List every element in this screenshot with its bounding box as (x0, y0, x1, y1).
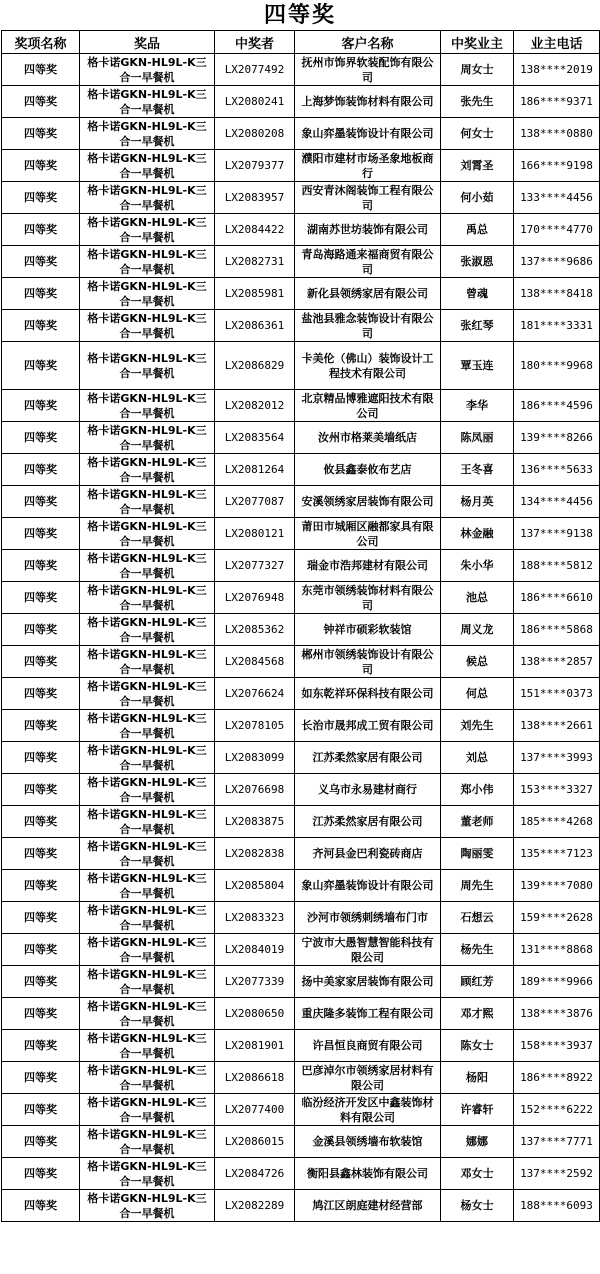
customer-name-cell: 临汾经济开发区中鑫装饰材料有限公司 (295, 1094, 441, 1126)
award-cell: 四等奖 (2, 742, 80, 774)
winner-id-cell: LX2081264 (215, 454, 295, 486)
owner-name-cell: 周女士 (441, 54, 514, 86)
award-cell: 四等奖 (2, 1126, 80, 1158)
prize-cell: 格卡诺GKN-HL9L-K三合一早餐机 (80, 278, 215, 310)
winner-id-cell: LX2086618 (215, 1062, 295, 1094)
award-cell: 四等奖 (2, 518, 80, 550)
prize-cell: 格卡诺GKN-HL9L-K三合一早餐机 (80, 390, 215, 422)
owner-phone-cell: 138****0880 (514, 118, 600, 150)
owner-name-cell: 陈女士 (441, 1030, 514, 1062)
table-row (2, 934, 600, 966)
table-row (2, 806, 600, 838)
owner-phone-cell: 189****9966 (514, 966, 600, 998)
table-row (2, 1126, 600, 1158)
prize-cell: 格卡诺GKN-HL9L-K三合一早餐机 (80, 710, 215, 742)
customer-name-cell: 衡阳县鑫林装饰有限公司 (295, 1158, 441, 1190)
table-row (2, 1062, 600, 1094)
winner-id-cell: LX2078105 (215, 710, 295, 742)
owner-name-cell: 张先生 (441, 86, 514, 118)
winner-id-cell: LX2080121 (215, 518, 295, 550)
winner-id-cell: LX2080241 (215, 86, 295, 118)
winner-id-cell: LX2076698 (215, 774, 295, 806)
award-cell: 四等奖 (2, 550, 80, 582)
owner-name-cell: 陶丽雯 (441, 838, 514, 870)
table-row (2, 1190, 600, 1222)
prize-cell: 格卡诺GKN-HL9L-K三合一早餐机 (80, 214, 215, 246)
owner-phone-cell: 186****9371 (514, 86, 600, 118)
table-row (2, 998, 600, 1030)
customer-name-cell: 重庆隆多装饰工程有限公司 (295, 998, 441, 1030)
owner-name-cell: 林金融 (441, 518, 514, 550)
customer-name-cell: 巴彦淖尔市领绣家居材料有限公司 (295, 1062, 441, 1094)
customer-name-cell: 沙河市领绣刺绣墙布门市 (295, 902, 441, 934)
prize-cell: 格卡诺GKN-HL9L-K三合一早餐机 (80, 966, 215, 998)
winner-id-cell: LX2077400 (215, 1094, 295, 1126)
prize-cell: 格卡诺GKN-HL9L-K三合一早餐机 (80, 422, 215, 454)
table-row (2, 646, 600, 678)
prize-cell: 格卡诺GKN-HL9L-K三合一早餐机 (80, 1126, 215, 1158)
customer-name-cell: 新化县领绣家居有限公司 (295, 278, 441, 310)
owner-phone-cell: 152****6222 (514, 1094, 600, 1126)
owner-name-cell: 杨阳 (441, 1062, 514, 1094)
owner-phone-cell: 138****2857 (514, 646, 600, 678)
customer-name-cell: 北京精品博雅遮阳技术有限公司 (295, 390, 441, 422)
owner-name-cell: 王冬喜 (441, 454, 514, 486)
award-cell: 四等奖 (2, 1158, 80, 1190)
owner-name-cell: 董老师 (441, 806, 514, 838)
customer-name-cell: 象山弈墨装饰设计有限公司 (295, 118, 441, 150)
table-row (2, 1158, 600, 1190)
customer-name-cell: 义乌市永易建材商行 (295, 774, 441, 806)
winner-id-cell: LX2085804 (215, 870, 295, 902)
table-row (2, 870, 600, 902)
prize-cell: 格卡诺GKN-HL9L-K三合一早餐机 (80, 838, 215, 870)
customer-name-cell: 瑞金市浩邦建材有限公司 (295, 550, 441, 582)
award-cell: 四等奖 (2, 150, 80, 182)
customer-name-cell: 汝州市格莱美墙纸店 (295, 422, 441, 454)
owner-name-cell: 娜娜 (441, 1126, 514, 1158)
owner-name-cell: 周义龙 (441, 614, 514, 646)
owner-name-cell: 张红琴 (441, 310, 514, 342)
award-cell: 四等奖 (2, 1030, 80, 1062)
table-header-row (2, 31, 600, 54)
owner-phone-cell: 186****5868 (514, 614, 600, 646)
owner-name-cell: 何女士 (441, 118, 514, 150)
winner-id-cell: LX2085362 (215, 614, 295, 646)
owner-phone-cell: 131****8868 (514, 934, 600, 966)
award-cell: 四等奖 (2, 278, 80, 310)
owner-phone-cell: 185****4268 (514, 806, 600, 838)
prize-cell: 格卡诺GKN-HL9L-K三合一早餐机 (80, 150, 215, 182)
winner-id-cell: LX2084019 (215, 934, 295, 966)
owner-name-cell: 周先生 (441, 870, 514, 902)
award-cell: 四等奖 (2, 54, 80, 86)
customer-name-cell: 东莞市领绣装饰材料有限公司 (295, 582, 441, 614)
owner-phone-cell: 139****8266 (514, 422, 600, 454)
customer-name-cell: 江苏柔然家居有限公司 (295, 742, 441, 774)
prize-cell: 格卡诺GKN-HL9L-K三合一早餐机 (80, 454, 215, 486)
winner-id-cell: LX2086361 (215, 310, 295, 342)
prize-cell: 格卡诺GKN-HL9L-K三合一早餐机 (80, 310, 215, 342)
owner-name-cell: 邓才熙 (441, 998, 514, 1030)
owner-phone-cell: 137****7771 (514, 1126, 600, 1158)
prize-cell: 格卡诺GKN-HL9L-K三合一早餐机 (80, 582, 215, 614)
header-customer: 客户名称 (295, 31, 441, 54)
table-row (2, 742, 600, 774)
owner-phone-cell: 151****0373 (514, 678, 600, 710)
customer-name-cell: 宁波市大愚智慧智能科技有限公司 (295, 934, 441, 966)
owner-phone-cell: 138****8418 (514, 278, 600, 310)
owner-phone-cell: 188****5812 (514, 550, 600, 582)
owner-phone-cell: 181****3331 (514, 310, 600, 342)
customer-name-cell: 西安青沐阁装饰工程有限公司 (295, 182, 441, 214)
owner-name-cell: 杨先生 (441, 934, 514, 966)
customer-name-cell: 攸县鑫泰攸布艺店 (295, 454, 441, 486)
owner-name-cell: 刘霄圣 (441, 150, 514, 182)
customer-name-cell: 安溪领绣家居装饰有限公司 (295, 486, 441, 518)
customer-name-cell: 上海梦饰装饰材料有限公司 (295, 86, 441, 118)
prize-cell: 格卡诺GKN-HL9L-K三合一早餐机 (80, 342, 215, 390)
owner-phone-cell: 136****5633 (514, 454, 600, 486)
owner-phone-cell: 133****4456 (514, 182, 600, 214)
owner-phone-cell: 170****4770 (514, 214, 600, 246)
award-cell: 四等奖 (2, 998, 80, 1030)
customer-name-cell: 盐池县雅念装饰设计有限公司 (295, 310, 441, 342)
winner-id-cell: LX2076624 (215, 678, 295, 710)
award-cell: 四等奖 (2, 214, 80, 246)
owner-name-cell: 何小茹 (441, 182, 514, 214)
table-row (2, 1094, 600, 1126)
owner-phone-cell: 153****3327 (514, 774, 600, 806)
winner-id-cell: LX2077339 (215, 966, 295, 998)
winner-id-cell: LX2079377 (215, 150, 295, 182)
table-row (2, 118, 600, 150)
table-row (2, 710, 600, 742)
owner-name-cell: 杨月英 (441, 486, 514, 518)
award-cell: 四等奖 (2, 1190, 80, 1222)
prize-cell: 格卡诺GKN-HL9L-K三合一早餐机 (80, 998, 215, 1030)
table-row (2, 454, 600, 486)
owner-name-cell: 郑小伟 (441, 774, 514, 806)
prize-cell: 格卡诺GKN-HL9L-K三合一早餐机 (80, 678, 215, 710)
owner-name-cell: 顾红芳 (441, 966, 514, 998)
prize-cell: 格卡诺GKN-HL9L-K三合一早餐机 (80, 86, 215, 118)
owner-phone-cell: 186****8922 (514, 1062, 600, 1094)
prize-cell: 格卡诺GKN-HL9L-K三合一早餐机 (80, 806, 215, 838)
owner-name-cell: 候总 (441, 646, 514, 678)
winner-id-cell: LX2086015 (215, 1126, 295, 1158)
award-cell: 四等奖 (2, 774, 80, 806)
customer-name-cell: 齐河县金巴利瓷砖商店 (295, 838, 441, 870)
table-row (2, 550, 600, 582)
winner-id-cell: LX2083323 (215, 902, 295, 934)
owner-phone-cell: 137****3993 (514, 742, 600, 774)
award-cell: 四等奖 (2, 246, 80, 278)
owner-phone-cell: 180****9968 (514, 342, 600, 390)
owner-phone-cell: 137****9686 (514, 246, 600, 278)
customer-name-cell: 濮阳市建材市场圣象地板商行 (295, 150, 441, 182)
winner-id-cell: LX2084726 (215, 1158, 295, 1190)
owner-phone-cell: 188****6093 (514, 1190, 600, 1222)
prize-cell: 格卡诺GKN-HL9L-K三合一早餐机 (80, 550, 215, 582)
prize-cell: 格卡诺GKN-HL9L-K三合一早餐机 (80, 1158, 215, 1190)
award-cell: 四等奖 (2, 678, 80, 710)
owner-phone-cell: 137****9138 (514, 518, 600, 550)
award-cell: 四等奖 (2, 870, 80, 902)
winner-id-cell: LX2076948 (215, 582, 295, 614)
prize-cell: 格卡诺GKN-HL9L-K三合一早餐机 (80, 902, 215, 934)
winner-id-cell: LX2077492 (215, 54, 295, 86)
customer-name-cell: 郴州市领绣装饰设计有限公司 (295, 646, 441, 678)
prize-cell: 格卡诺GKN-HL9L-K三合一早餐机 (80, 118, 215, 150)
owner-name-cell: 许睿轩 (441, 1094, 514, 1126)
table-row (2, 678, 600, 710)
award-cell: 四等奖 (2, 486, 80, 518)
prize-cell: 格卡诺GKN-HL9L-K三合一早餐机 (80, 1094, 215, 1126)
award-cell: 四等奖 (2, 1094, 80, 1126)
owner-phone-cell: 138****2019 (514, 54, 600, 86)
award-cell: 四等奖 (2, 582, 80, 614)
header-owner: 中奖业主 (441, 31, 514, 54)
header-prize: 奖品 (80, 31, 215, 54)
table-row (2, 422, 600, 454)
customer-name-cell: 金溪县领绣墙布软装馆 (295, 1126, 441, 1158)
award-cell: 四等奖 (2, 614, 80, 646)
winner-id-cell: LX2080208 (215, 118, 295, 150)
winner-id-cell: LX2082289 (215, 1190, 295, 1222)
winner-id-cell: LX2083099 (215, 742, 295, 774)
page-title: 四等奖 (263, 2, 336, 28)
prize-cell: 格卡诺GKN-HL9L-K三合一早餐机 (80, 1190, 215, 1222)
owner-phone-cell: 158****3937 (514, 1030, 600, 1062)
table-row (2, 614, 600, 646)
customer-name-cell: 鸠江区朗庭建材经营部 (295, 1190, 441, 1222)
table-row (2, 774, 600, 806)
customer-name-cell: 莆田市城厢区融都家具有限公司 (295, 518, 441, 550)
prize-cell: 格卡诺GKN-HL9L-K三合一早餐机 (80, 614, 215, 646)
winner-id-cell: LX2077327 (215, 550, 295, 582)
table-row (2, 518, 600, 550)
owner-name-cell: 池总 (441, 582, 514, 614)
award-cell: 四等奖 (2, 118, 80, 150)
award-cell: 四等奖 (2, 310, 80, 342)
table-row (2, 966, 600, 998)
award-cell: 四等奖 (2, 342, 80, 390)
owner-name-cell: 邓女士 (441, 1158, 514, 1190)
customer-name-cell: 湖南苏世坊装饰有限公司 (295, 214, 441, 246)
winner-id-cell: LX2084568 (215, 646, 295, 678)
award-cell: 四等奖 (2, 182, 80, 214)
owner-name-cell: 朱小华 (441, 550, 514, 582)
header-phone: 业主电话 (514, 31, 600, 54)
owner-name-cell: 禹总 (441, 214, 514, 246)
award-cell: 四等奖 (2, 966, 80, 998)
customer-name-cell: 长治市晟邦成工贸有限公司 (295, 710, 441, 742)
prize-cell: 格卡诺GKN-HL9L-K三合一早餐机 (80, 1030, 215, 1062)
prize-cell: 格卡诺GKN-HL9L-K三合一早餐机 (80, 1062, 215, 1094)
winner-id-cell: LX2083564 (215, 422, 295, 454)
table-row (2, 182, 600, 214)
customer-name-cell: 象山弈墨装饰设计有限公司 (295, 870, 441, 902)
owner-name-cell: 杨女士 (441, 1190, 514, 1222)
prize-cell: 格卡诺GKN-HL9L-K三合一早餐机 (80, 518, 215, 550)
award-cell: 四等奖 (2, 422, 80, 454)
table-row (2, 310, 600, 342)
table-row (2, 150, 600, 182)
table-row (2, 486, 600, 518)
award-cell: 四等奖 (2, 646, 80, 678)
prize-cell: 格卡诺GKN-HL9L-K三合一早餐机 (80, 182, 215, 214)
table-row (2, 86, 600, 118)
table-row (2, 54, 600, 86)
winner-id-cell: LX2081901 (215, 1030, 295, 1062)
header-winner: 中奖者 (215, 31, 295, 54)
owner-name-cell: 刘先生 (441, 710, 514, 742)
prize-cell: 格卡诺GKN-HL9L-K三合一早餐机 (80, 774, 215, 806)
table-row (2, 278, 600, 310)
winner-id-cell: LX2085981 (215, 278, 295, 310)
award-cell: 四等奖 (2, 390, 80, 422)
customer-name-cell: 抚州市饰界软装配饰有限公司 (295, 54, 441, 86)
prize-cell: 格卡诺GKN-HL9L-K三合一早餐机 (80, 246, 215, 278)
owner-name-cell: 李华 (441, 390, 514, 422)
owner-phone-cell: 139****7080 (514, 870, 600, 902)
table-row (2, 1030, 600, 1062)
owner-name-cell: 曾魂 (441, 278, 514, 310)
winner-id-cell: LX2082731 (215, 246, 295, 278)
winner-id-cell: LX2084422 (215, 214, 295, 246)
table-body (2, 54, 600, 1222)
table-row (2, 582, 600, 614)
award-cell: 四等奖 (2, 86, 80, 118)
table-row (2, 902, 600, 934)
customer-name-cell: 卡美伦（佛山）装饰设计工程技术有限公司 (295, 342, 441, 390)
customer-name-cell: 钟祥市硕彩软装馆 (295, 614, 441, 646)
award-cell: 四等奖 (2, 454, 80, 486)
owner-phone-cell: 166****9198 (514, 150, 600, 182)
customer-name-cell: 江苏柔然家居有限公司 (295, 806, 441, 838)
owner-phone-cell: 137****2592 (514, 1158, 600, 1190)
owner-phone-cell: 138****3876 (514, 998, 600, 1030)
prize-cell: 格卡诺GKN-HL9L-K三合一早餐机 (80, 870, 215, 902)
owner-name-cell: 何总 (441, 678, 514, 710)
prize-cell: 格卡诺GKN-HL9L-K三合一早餐机 (80, 742, 215, 774)
award-cell: 四等奖 (2, 902, 80, 934)
owner-name-cell: 陈凤丽 (441, 422, 514, 454)
table-row (2, 214, 600, 246)
award-cell: 四等奖 (2, 1062, 80, 1094)
winners-table (1, 30, 600, 1222)
table-row (2, 342, 600, 390)
prize-cell: 格卡诺GKN-HL9L-K三合一早餐机 (80, 54, 215, 86)
winner-id-cell: LX2077087 (215, 486, 295, 518)
customer-name-cell: 如东乾祥环保科技有限公司 (295, 678, 441, 710)
table-row (2, 838, 600, 870)
owner-phone-cell: 134****4456 (514, 486, 600, 518)
owner-phone-cell: 186****4596 (514, 390, 600, 422)
owner-name-cell: 石想云 (441, 902, 514, 934)
owner-phone-cell: 135****7123 (514, 838, 600, 870)
award-cell: 四等奖 (2, 806, 80, 838)
customer-name-cell: 扬中美家家居装饰有限公司 (295, 966, 441, 998)
owner-phone-cell: 138****2661 (514, 710, 600, 742)
prize-cell: 格卡诺GKN-HL9L-K三合一早餐机 (80, 934, 215, 966)
winner-id-cell: LX2083875 (215, 806, 295, 838)
prize-cell: 格卡诺GKN-HL9L-K三合一早餐机 (80, 646, 215, 678)
owner-name-cell: 张淑恩 (441, 246, 514, 278)
customer-name-cell: 许昌恒良商贸有限公司 (295, 1030, 441, 1062)
winner-id-cell: LX2086829 (215, 342, 295, 390)
winner-id-cell: LX2080650 (215, 998, 295, 1030)
award-cell: 四等奖 (2, 934, 80, 966)
award-cell: 四等奖 (2, 710, 80, 742)
winner-id-cell: LX2082838 (215, 838, 295, 870)
award-cell: 四等奖 (2, 838, 80, 870)
winner-id-cell: LX2083957 (215, 182, 295, 214)
owner-phone-cell: 159****2628 (514, 902, 600, 934)
winner-id-cell: LX2082012 (215, 390, 295, 422)
table-row (2, 390, 600, 422)
owner-name-cell: 覃玉连 (441, 342, 514, 390)
table-row (2, 246, 600, 278)
owner-phone-cell: 186****6610 (514, 582, 600, 614)
prize-cell: 格卡诺GKN-HL9L-K三合一早餐机 (80, 486, 215, 518)
owner-name-cell: 刘总 (441, 742, 514, 774)
header-award: 奖项名称 (2, 31, 80, 54)
customer-name-cell: 青岛海路通来福商贸有限公司 (295, 246, 441, 278)
